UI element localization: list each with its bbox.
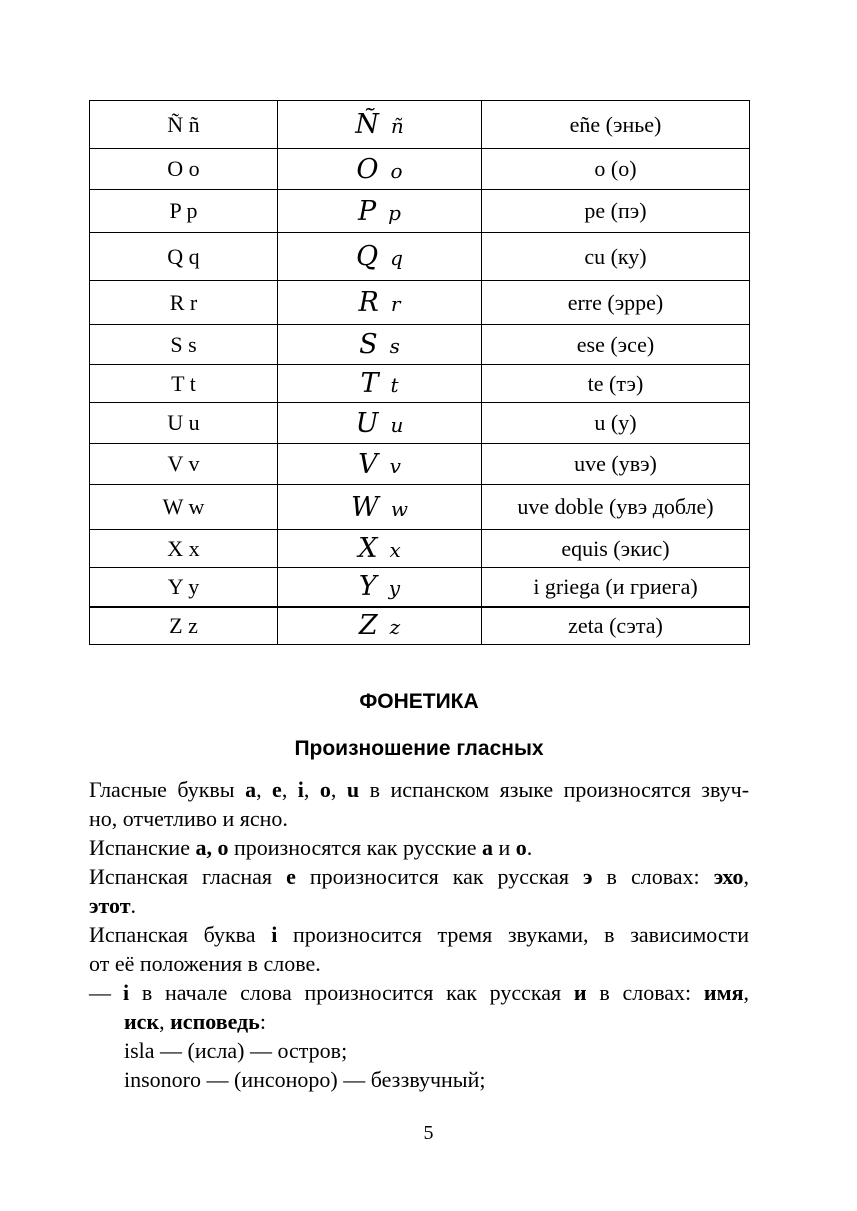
script-letter-cell — [278, 403, 482, 444]
script-letter-cell — [278, 485, 482, 530]
bold-letter-ru-o: о — [515, 835, 527, 860]
text: . — [130, 893, 137, 918]
bold-word-imya: имя — [703, 980, 744, 1005]
print-letter-cell: X x — [90, 530, 278, 568]
print-letter-cell: W w — [90, 485, 278, 530]
letter-name-cell: pe (пэ) — [482, 190, 750, 233]
text: Испанская гласная — [89, 864, 287, 889]
script-lower-letter: v — [389, 453, 401, 478]
text: , — [159, 1009, 171, 1034]
alphabet-row — [90, 325, 750, 365]
script-upper-letter: X — [358, 533, 378, 564]
letter-name-cell: o (о) — [482, 149, 750, 190]
script-letter-cell — [278, 325, 482, 365]
letter-name-cell: te (тэ) — [482, 365, 750, 403]
text: Испанские — [89, 835, 196, 860]
text: в словах: — [592, 864, 714, 889]
script-lower-letter: p — [388, 200, 401, 225]
print-letter-cell: V v — [90, 444, 278, 485]
paragraph-e-line2 — [89, 891, 749, 920]
script-lower-letter: r — [390, 292, 401, 316]
script-letter-cell — [278, 444, 482, 485]
print-letter-cell: Q q — [90, 233, 278, 281]
print-letter-cell: O o — [90, 149, 278, 190]
print-letter-cell: S s — [90, 325, 278, 365]
page-number: 5 — [423, 1122, 434, 1144]
text: , — [743, 980, 749, 1005]
script-letter-cell — [278, 365, 482, 403]
print-letter-cell: T t — [90, 365, 278, 403]
paragraph-vowels-line1 — [89, 775, 749, 804]
script-lower-letter: t — [390, 373, 399, 397]
subsection-title: Произношение гласных — [294, 737, 544, 760]
print-letter-cell: Y y — [90, 568, 278, 607]
paragraph-a-o — [89, 833, 749, 862]
script-upper-letter: W — [351, 491, 379, 523]
script-lower-letter: y — [388, 576, 401, 601]
text: , — [743, 864, 749, 889]
letter-name-cell: eñe (энье) — [482, 101, 750, 149]
script-upper-letter: R — [358, 287, 379, 318]
letter-name-cell: cu (ку) — [482, 233, 750, 281]
script-letter-cell — [278, 190, 482, 233]
bold-letter-o: o — [319, 777, 331, 802]
bold-letter-u: u — [346, 777, 360, 802]
script-letter-cell — [278, 530, 482, 568]
script-upper-letter: S — [359, 329, 378, 360]
script-lower-letter: ñ — [390, 114, 404, 138]
text: , — [330, 777, 347, 802]
alphabet-row — [90, 568, 750, 607]
script-letter-cell — [278, 568, 482, 607]
bold-letter-e: e — [272, 777, 282, 802]
print-letter-cell: R r — [90, 281, 278, 325]
bold-word-etot: этот — [89, 893, 131, 918]
text: : — [259, 1009, 266, 1034]
alphabet-row — [90, 403, 750, 444]
bold-letter-i: i — [123, 980, 130, 1005]
text: и — [492, 835, 516, 860]
alphabet-row — [90, 190, 750, 233]
script-lower-letter: s — [389, 334, 400, 358]
paragraph-vowels-line2: но, отчетливо и ясно. — [89, 806, 288, 831]
letter-name-cell: erre (эрре) — [482, 281, 750, 325]
script-upper-letter: T — [360, 368, 379, 399]
script-upper-letter: Y — [358, 571, 377, 603]
dash: — — [89, 980, 111, 1005]
script-letter-cell — [278, 281, 482, 325]
alphabet-row — [90, 444, 750, 485]
alphabet-row — [90, 530, 750, 568]
script-upper-letter: Z — [358, 610, 378, 642]
text: Испанская буква — [89, 922, 272, 947]
section-title: ФОНЕТИКА — [359, 690, 479, 713]
text: , — [281, 777, 298, 802]
alphabet-row — [90, 607, 750, 645]
bullet-i-line1 — [89, 978, 749, 1007]
bold-letter-ru-i: и — [573, 980, 587, 1005]
text: произносится как русская — [295, 864, 584, 889]
letter-name-cell: equis (экис) — [482, 530, 750, 568]
script-letter-cell — [278, 233, 482, 281]
script-upper-letter: U — [355, 407, 379, 439]
script-upper-letter: Q — [356, 241, 379, 272]
script-upper-letter: O — [356, 153, 379, 185]
alphabet-row — [90, 485, 750, 530]
bold-letter-a: a — [245, 777, 257, 802]
script-lower-letter: w — [390, 496, 408, 521]
text: Гласные буквы — [89, 777, 246, 802]
print-letter-cell: Ñ ñ — [90, 101, 278, 149]
script-upper-letter: Ñ — [355, 109, 379, 140]
alphabet-row — [90, 101, 750, 149]
text: произносятся как русские — [228, 835, 482, 860]
bold-letters-a-o: a, o — [195, 835, 229, 860]
bold-word-isk: иск — [124, 1009, 160, 1034]
print-letter-cell: P p — [90, 190, 278, 233]
bold-letter-i: i — [297, 777, 304, 802]
script-lower-letter: u — [390, 412, 404, 437]
script-letter-cell — [278, 101, 482, 149]
letter-name-cell: i griega (и гриега) — [482, 568, 750, 607]
letter-name-cell: u (у) — [482, 403, 750, 444]
alphabet-row — [90, 281, 750, 325]
paragraph-i-line2: от её положения в слове. — [89, 951, 321, 976]
script-upper-letter: P — [358, 195, 377, 227]
script-upper-letter: V — [358, 448, 378, 480]
letter-name-cell: ese (эсе) — [482, 325, 750, 365]
letter-name-cell: zeta (сэта) — [482, 607, 750, 645]
bold-letter-e: e — [286, 864, 296, 889]
letter-name-cell: uve doble (увэ добле) — [482, 485, 750, 530]
script-lower-letter: o — [390, 158, 403, 183]
text: . — [526, 835, 533, 860]
paragraph-e-line1 — [89, 862, 749, 891]
text: , — [303, 777, 320, 802]
alphabet-table-body — [90, 101, 750, 645]
script-lower-letter: q — [390, 246, 403, 270]
text: в словах: — [586, 980, 704, 1005]
example-isla: isla — (исла) — остров; — [124, 1038, 348, 1063]
text: , — [256, 777, 273, 802]
script-letter-cell — [278, 607, 482, 645]
alphabet-row — [90, 149, 750, 190]
bold-letter-i: i — [271, 922, 278, 947]
script-letter-cell — [278, 149, 482, 190]
bold-letter-ru-a: а — [481, 835, 493, 860]
alphabet-table — [89, 100, 750, 645]
alphabet-row — [90, 365, 750, 403]
print-letter-cell: Z z — [90, 607, 278, 645]
print-letter-cell: U u — [90, 403, 278, 444]
bullet-i-line2 — [124, 1007, 749, 1036]
bold-word-ispoved: исповедь — [170, 1009, 260, 1034]
paragraph-i-line1 — [89, 920, 749, 949]
text: в испанском языке произносятся звуч- — [359, 777, 750, 802]
bold-word-eho: эхо — [713, 864, 744, 889]
text: произносится тремя звуками, в зависимости — [277, 922, 750, 947]
letter-name-cell: uve (увэ) — [482, 444, 750, 485]
alphabet-row — [90, 233, 750, 281]
example-insonoro: insonoro — (инсоноро) — беззвучный; — [124, 1067, 486, 1092]
script-lower-letter: z — [389, 615, 401, 640]
text: в начале слова произносится как русская — [129, 980, 574, 1005]
bold-letter-ru-e: э — [583, 864, 593, 889]
script-lower-letter: x — [389, 538, 401, 562]
